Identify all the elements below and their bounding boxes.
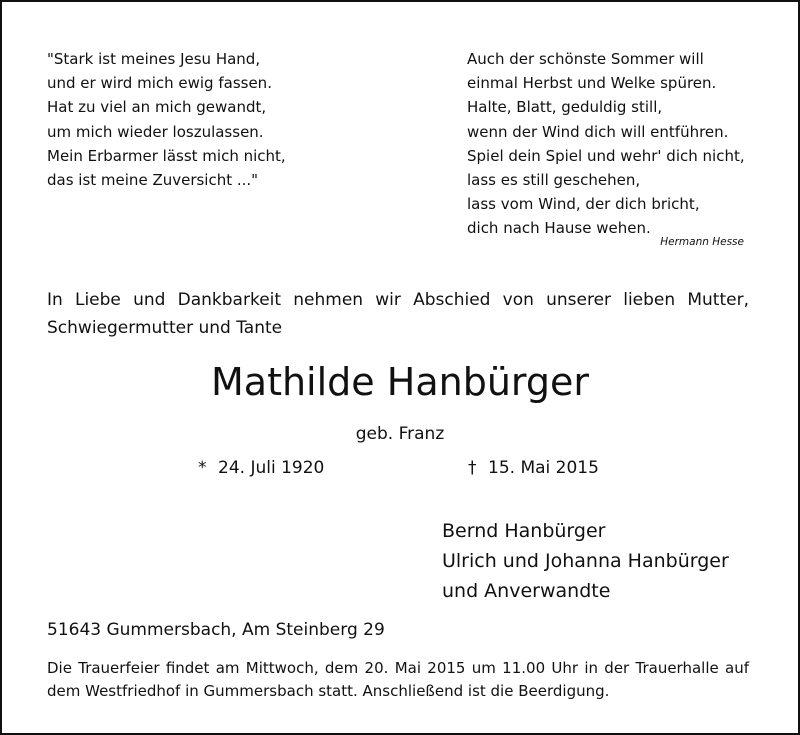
- address: 51643 Gummersbach, Am Steinberg 29: [47, 620, 385, 640]
- poem-line: Hat zu viel an mich gewandt,: [47, 98, 267, 117]
- birth-date: [198, 456, 324, 480]
- intro-text: In Liebe und Dankbarkeit nehmen wir Abschied von unserer lieben Mutter, Schwiegermutter und Tante: [47, 290, 749, 338]
- poem-line: das ist meine Zuversicht ...": [47, 171, 259, 190]
- poem-line: dich nach Hause wehen.: [467, 219, 651, 238]
- poem-line: einmal Herbst und Welke spüren.: [467, 74, 717, 93]
- poem-line: Auch der schönste Sommer will: [467, 50, 704, 68]
- poem-line: lass es still geschehen,: [467, 171, 641, 190]
- birth-star-icon: *: [198, 458, 207, 478]
- mourner: und Anverwandte: [442, 580, 611, 602]
- service-info: Die Trauerfeier findet am Mittwoch, dem 20. Mai 2015 um 11.00 Uhr in der Trauerhalle auf dem Westfriedhof in Gummersbach statt. Anschließend ist die Beerdigung.: [47, 659, 749, 700]
- death-date: [468, 456, 599, 480]
- maiden-name: geb. Franz: [355, 424, 445, 444]
- poem-line: Spiel dein Spiel und wehr' dich nicht,: [467, 146, 745, 165]
- mourner: Ulrich und Johanna Hanbürger: [442, 550, 729, 572]
- poem-line: Mein Erbarmer lässt mich nicht,: [47, 146, 286, 165]
- death-date-text: 15. Mai 2015: [488, 458, 599, 478]
- poem-line: um mich wieder loszulassen.: [47, 122, 264, 141]
- poem-right: [467, 47, 745, 241]
- poem-line: wenn der Wind dich will entführen.: [467, 122, 729, 141]
- birth-date-text: 24. Juli 1920: [218, 458, 325, 478]
- poem-line: lass vom Wind, der dich bricht,: [467, 195, 700, 214]
- poem-left: [47, 47, 286, 192]
- poem-line: Halte, Blatt, geduldig still,: [467, 98, 663, 117]
- poem-author: Hermann Hesse: [660, 236, 744, 248]
- poem-line: "Stark ist meines Jesu Hand,: [47, 50, 261, 68]
- mourners-list: [442, 516, 729, 606]
- mourner: Bernd Hanbürger: [442, 520, 606, 542]
- poem-line: und er wird mich ewig fassen.: [47, 74, 272, 93]
- deceased-name: Mathilde Hanbürger: [211, 360, 589, 404]
- death-cross-icon: †: [468, 458, 477, 478]
